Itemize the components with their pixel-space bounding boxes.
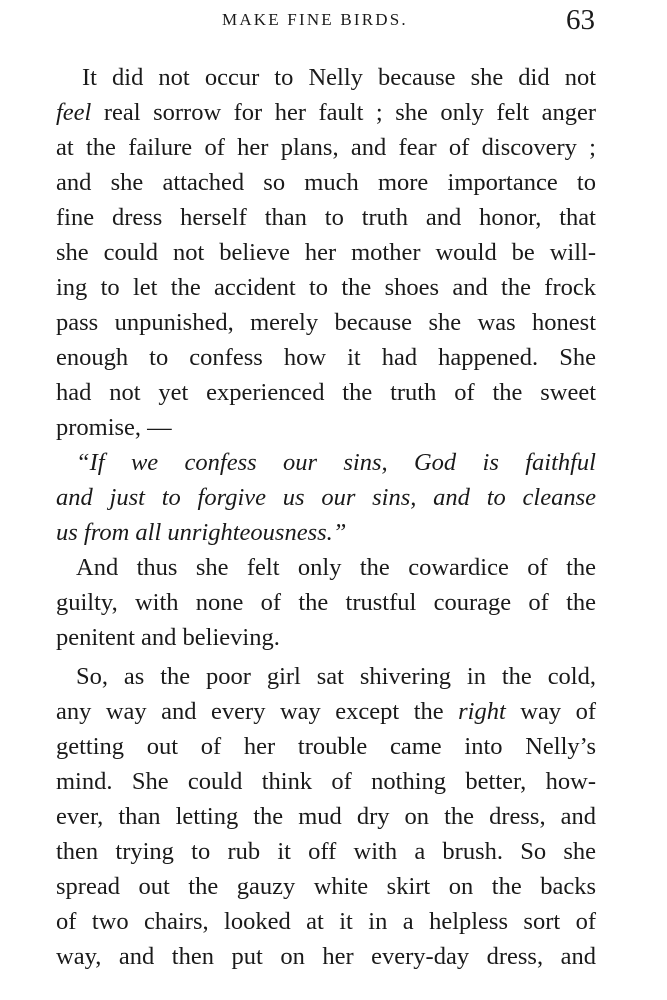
text-line: mind. She could think of nothing better, how- bbox=[56, 768, 596, 795]
text-fragment: real sorrow for her fault ; she only felt anger bbox=[91, 99, 596, 126]
text-line: enough to confess how it had happened. She bbox=[56, 344, 596, 371]
text-line: at the failure of her plans, and fear of discovery ; bbox=[56, 134, 596, 161]
text-line bbox=[56, 694, 596, 729]
text-line: spread out the gauzy white skirt on the backs bbox=[56, 873, 596, 900]
quote-text: and just to forgive us our sins, and to cleanse bbox=[56, 484, 596, 511]
text-line: It did not occur to Nelly because she did not bbox=[82, 64, 596, 91]
text-line: way, and then put on her every-day dress, and bbox=[56, 943, 596, 970]
italic-word: feel bbox=[56, 99, 92, 126]
text-line: had not yet experienced the truth of the sweet bbox=[56, 379, 596, 406]
text-line: getting out of her trouble came into Nelly’s bbox=[56, 733, 596, 760]
quote-text: “If we confess our sins, God is faithful bbox=[76, 449, 596, 476]
text-line: pass unpunished, merely because she was honest bbox=[56, 309, 596, 336]
text-line: promise, — bbox=[56, 414, 172, 441]
text-line: penitent and believing. bbox=[56, 624, 280, 651]
italic-word: right bbox=[458, 698, 506, 725]
running-title: MAKE FINE BIRDS. bbox=[222, 10, 408, 29]
text-fragment: any way and every way except the bbox=[56, 698, 459, 725]
body-text bbox=[56, 60, 596, 974]
text-line: she could not believe her mother would be will- bbox=[56, 239, 596, 266]
text-line: of two chairs, looked at it in a helpless sort of bbox=[56, 908, 596, 935]
running-header bbox=[0, 4, 667, 44]
text-line: ing to let the accident to the shoes and the frock bbox=[56, 274, 596, 301]
quote-text: us from all unrighteousness.” bbox=[56, 519, 347, 546]
text-line: And thus she felt only the cowardice of the bbox=[76, 554, 596, 581]
page-number: 63 bbox=[566, 4, 595, 36]
quote-line bbox=[56, 515, 596, 550]
text-line: guilty, with none of the trustful courage of the bbox=[56, 589, 596, 616]
text-line: fine dress herself than to truth and honor, that bbox=[56, 204, 596, 231]
quote-line bbox=[56, 445, 596, 480]
text-fragment: way of bbox=[505, 698, 596, 725]
text-line: then trying to rub it off with a brush. So she bbox=[56, 838, 596, 865]
text-line: So, as the poor girl sat shivering in the cold, bbox=[76, 663, 596, 690]
quote-line bbox=[56, 480, 596, 515]
text-line bbox=[56, 95, 596, 130]
text-line: ever, than letting the mud dry on the dress, and bbox=[56, 803, 596, 830]
text-line: and she attached so much more importance to bbox=[56, 169, 596, 196]
